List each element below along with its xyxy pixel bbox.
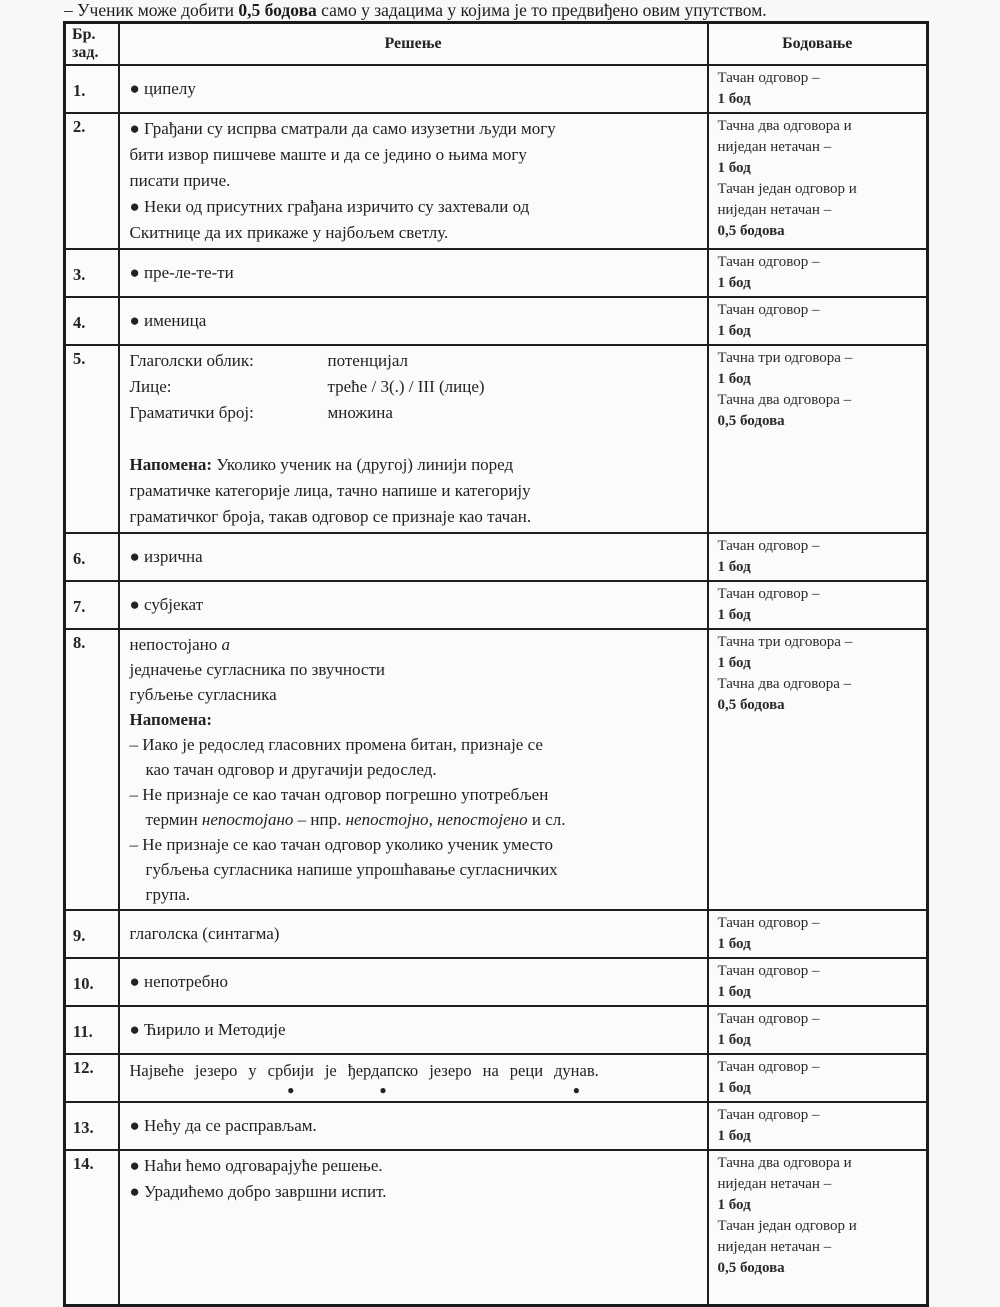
note-line: граматичке категорије лица, тачно напише и категорију bbox=[129, 481, 531, 500]
task-number: 1. bbox=[65, 65, 119, 113]
field-label: Глаголски облик: bbox=[129, 351, 254, 370]
grammar-field bbox=[130, 348, 697, 374]
scoring-cell bbox=[708, 629, 928, 910]
solution-line: ● Неки од присутних грађана изричито су захтевали од bbox=[129, 197, 530, 216]
correction-dot bbox=[130, 1083, 184, 1099]
table-row-3 bbox=[65, 249, 928, 297]
solution-line: Скитнице да их прикаже у најбољем светлу. bbox=[129, 223, 449, 242]
correction-dot: ● bbox=[379, 1083, 387, 1097]
scoring-line: 1 бод bbox=[717, 984, 751, 1000]
text-segment-italic: а bbox=[221, 635, 231, 654]
scoring-line: 1 бод bbox=[717, 559, 751, 575]
header-task-number bbox=[65, 23, 119, 66]
scoring-cell bbox=[708, 533, 928, 581]
scoring-cell bbox=[708, 297, 928, 345]
sentence-word bbox=[483, 1059, 499, 1099]
correction-dot bbox=[248, 1083, 256, 1099]
dash-item-line bbox=[130, 807, 697, 832]
scoring-line: 1 бод bbox=[717, 323, 751, 339]
scoring-line: 1 бод bbox=[717, 936, 751, 952]
task-number: 14. bbox=[65, 1150, 119, 1305]
scoring-line: 1 бод bbox=[717, 371, 751, 387]
scoring-line: Тачан одговор – bbox=[717, 586, 820, 602]
scoring-line: ниједан нетачан – bbox=[717, 139, 832, 155]
scoring-line: 0,5 бодова bbox=[717, 1260, 785, 1276]
sentence-word bbox=[429, 1059, 471, 1099]
text-segment-italic: непостојано bbox=[201, 810, 294, 829]
scoring-line: Тачан један одговор и bbox=[717, 181, 857, 197]
field-value: потенцијал bbox=[327, 351, 409, 370]
table-row-7 bbox=[65, 581, 928, 629]
scoring-line: 1 бод bbox=[717, 607, 751, 623]
text-segment: , bbox=[428, 810, 438, 829]
task-number: 7. bbox=[65, 581, 119, 629]
solution-cell: ● Нећу да се расправљам. bbox=[119, 1102, 708, 1150]
dash-item-line: као тачан одговор и другачији редослед. bbox=[145, 760, 437, 779]
word-text: дунав. bbox=[554, 1061, 599, 1080]
scoring-line: Тачан одговор – bbox=[717, 1107, 820, 1123]
scoring-line: Тачна два одговора и bbox=[717, 1155, 852, 1171]
grammar-field bbox=[130, 400, 697, 426]
correction-dot: ● bbox=[287, 1083, 295, 1097]
solution-line: бити извор пишчеве маште и да се једино о њима могу bbox=[129, 145, 527, 164]
dash-item-line: група. bbox=[145, 885, 191, 904]
table-row-13 bbox=[65, 1102, 928, 1150]
scoring-line: 1 бод bbox=[717, 160, 751, 176]
solution-cell: глаголска (синтагма) bbox=[119, 910, 708, 958]
table-row-4 bbox=[65, 297, 928, 345]
solution-cell: ● субјекат bbox=[119, 581, 708, 629]
scoring-cell bbox=[708, 1150, 928, 1305]
text-segment-italic: непостојено bbox=[437, 810, 528, 829]
solution-cell: ● изрична bbox=[119, 533, 708, 581]
task-number: 10. bbox=[65, 958, 119, 1006]
scoring-line: ниједан нетачан – bbox=[717, 1239, 832, 1255]
solution-cell: ● Ћирило и Методије bbox=[119, 1006, 708, 1054]
scoring-line: ниједан нетачан – bbox=[717, 202, 832, 218]
sentence-word bbox=[325, 1059, 337, 1099]
text-segment: – нпр. bbox=[293, 810, 346, 829]
field-value: треће / 3(.) / III (лице) bbox=[327, 377, 485, 396]
solution-line bbox=[130, 632, 697, 657]
solution-cell: ● именица bbox=[119, 297, 708, 345]
scoring-line: 0,5 бодова bbox=[717, 413, 785, 429]
field-label: Граматички број: bbox=[129, 403, 254, 422]
sentence-with-marks bbox=[130, 1057, 697, 1099]
dash-item-line: – Не признаје се као тачан одговор уколико ученик уместо bbox=[129, 835, 554, 854]
table-row-6 bbox=[65, 533, 928, 581]
task-number: 5. bbox=[65, 345, 119, 533]
correction-dot bbox=[195, 1083, 237, 1099]
sentence-word bbox=[130, 1059, 184, 1099]
solution-cell bbox=[119, 113, 708, 249]
scoring-line: Тачна три одговора – bbox=[717, 350, 853, 366]
solution-cell: ● непотребно bbox=[119, 958, 708, 1006]
instruction-text: – Ученик може добити bbox=[64, 0, 239, 20]
scoring-line: Тачан одговор – bbox=[717, 1011, 820, 1027]
dash-item-line: – Не признаје се као тачан одговор погрешно употребљен bbox=[129, 785, 549, 804]
solution-cell: ● пре-ле-те-ти bbox=[119, 249, 708, 297]
sentence-word bbox=[510, 1059, 543, 1099]
correction-dot bbox=[429, 1083, 471, 1099]
task-number: 2. bbox=[65, 113, 119, 249]
scoring-line: Тачан одговор – bbox=[717, 302, 820, 318]
scoring-line: Тачна два одговора – bbox=[717, 392, 852, 408]
scoring-line: 1 бод bbox=[717, 1032, 751, 1048]
word-text: у bbox=[248, 1061, 257, 1080]
word-text: језеро bbox=[194, 1061, 238, 1080]
table-row-12 bbox=[65, 1054, 928, 1102]
word-text: ђердапско bbox=[347, 1061, 419, 1080]
task-number: 13. bbox=[65, 1102, 119, 1150]
scoring-line: 0,5 бодова bbox=[717, 223, 785, 239]
note-line: граматичког броја, такав одговор се признаје као тачан. bbox=[129, 507, 532, 526]
sentence-word bbox=[268, 1059, 314, 1099]
solution-cell: ● ципелу bbox=[119, 65, 708, 113]
task-number: 11. bbox=[65, 1006, 119, 1054]
scoring-line: 1 бод bbox=[717, 1197, 751, 1213]
scoring-line: Тачан одговор – bbox=[717, 963, 820, 979]
solution-line: писати приче. bbox=[129, 171, 231, 190]
note-label: Напомена: bbox=[129, 455, 213, 474]
table-row-1 bbox=[65, 65, 928, 113]
scoring-cell bbox=[708, 581, 928, 629]
scoring-line: Тачан одговор – bbox=[717, 538, 820, 554]
solution-line: ● Урадићемо добро завршни испит. bbox=[129, 1182, 387, 1201]
scoring-cell bbox=[708, 1102, 928, 1150]
text-segment: непостојано bbox=[129, 635, 222, 654]
scoring-line: 1 бод bbox=[717, 655, 751, 671]
text-segment: и сл. bbox=[527, 810, 566, 829]
correction-dot bbox=[325, 1083, 337, 1099]
table-row-8 bbox=[65, 629, 928, 910]
instruction-line bbox=[64, 0, 767, 20]
dash-item-line: губљења сугласника напише упрошћавање сугласничких bbox=[145, 860, 558, 879]
sentence-word bbox=[348, 1059, 418, 1099]
word-text: језеро bbox=[429, 1061, 472, 1080]
text-segment-italic: непостојно bbox=[345, 810, 429, 829]
scoring-line: Тачан одговор – bbox=[717, 1059, 820, 1075]
word-text: србији bbox=[267, 1061, 314, 1080]
scoring-line: Тачан одговор – bbox=[717, 915, 820, 931]
table-row-2 bbox=[65, 113, 928, 249]
task-number: 12. bbox=[65, 1054, 119, 1102]
task-number: 8. bbox=[65, 629, 119, 910]
solution-line: губљење сугласника bbox=[129, 685, 277, 704]
scoring-line: ниједан нетачан – bbox=[717, 1176, 832, 1192]
note-line bbox=[130, 452, 697, 478]
correction-dot bbox=[510, 1083, 543, 1099]
solution-cell bbox=[119, 345, 708, 533]
correction-dot bbox=[483, 1083, 499, 1099]
word-text: Највеће bbox=[129, 1061, 184, 1080]
scoring-line: Тачан један одговор и bbox=[717, 1218, 857, 1234]
scoring-cell bbox=[708, 910, 928, 958]
scoring-cell bbox=[708, 1006, 928, 1054]
scoring-cell bbox=[708, 1054, 928, 1102]
header-solution: Решење bbox=[119, 23, 708, 66]
scoring-line: Тачан одговор – bbox=[717, 254, 820, 270]
solution-line: једначење сугласника по звучности bbox=[129, 660, 385, 679]
task-number: 6. bbox=[65, 533, 119, 581]
task-number: 3. bbox=[65, 249, 119, 297]
solution-cell bbox=[119, 1150, 708, 1305]
note-text: Уколико ученик на (другој) линији поред bbox=[212, 455, 514, 474]
header-scoring: Бодовање bbox=[708, 23, 928, 66]
scoring-line: Тачна два одговора и bbox=[717, 118, 852, 134]
scoring-cell bbox=[708, 65, 928, 113]
scoring-line: Тачан одговор – bbox=[717, 70, 820, 86]
table-row-9 bbox=[65, 910, 928, 958]
solution-line: ● Наћи ћемо одговарајуће решење. bbox=[129, 1156, 383, 1175]
header-task-number-line2: зад. bbox=[72, 44, 99, 61]
scoring-line: 1 бод bbox=[717, 1080, 751, 1096]
scoring-cell bbox=[708, 249, 928, 297]
sentence-word bbox=[554, 1059, 599, 1099]
solution-line: ● Грађани су испрва сматрали да само изузетни људи могу bbox=[129, 119, 556, 138]
text-segment: термин bbox=[145, 810, 202, 829]
sentence-word bbox=[248, 1059, 256, 1099]
solution-cell bbox=[119, 1054, 708, 1102]
instruction-text: само у задацима у којима је то предвиђено овим упутством. bbox=[316, 0, 767, 20]
table-row-5 bbox=[65, 345, 928, 533]
scoring-cell bbox=[708, 345, 928, 533]
table-row-10 bbox=[65, 958, 928, 1006]
scoring-line: 1 бод bbox=[717, 1128, 751, 1144]
header-task-number-line1: Бр. bbox=[72, 26, 96, 43]
instruction-bold-points: 0,5 бодова bbox=[238, 0, 317, 20]
scoring-line: 0,5 бодова bbox=[717, 697, 785, 713]
solution-cell bbox=[119, 629, 708, 910]
scoring-line: 1 бод bbox=[717, 91, 751, 107]
word-text: реци bbox=[509, 1061, 544, 1080]
scoring-cell bbox=[708, 958, 928, 1006]
scoring-line: Тачна два одговора – bbox=[717, 676, 852, 692]
table-row-14 bbox=[65, 1150, 928, 1305]
scoring-cell bbox=[708, 113, 928, 249]
note-label: Напомена: bbox=[129, 710, 213, 729]
dash-item-line: – Иако је редослед гласовних промена битан, признаје се bbox=[129, 735, 543, 754]
field-value: множина bbox=[327, 403, 393, 422]
task-number: 9. bbox=[65, 910, 119, 958]
scoring-line: Тачна три одговора – bbox=[717, 634, 853, 650]
scoring-line: 1 бод bbox=[717, 275, 751, 291]
answer-key-table bbox=[63, 21, 929, 1307]
task-number: 4. bbox=[65, 297, 119, 345]
grammar-field bbox=[130, 374, 697, 400]
table-row-11 bbox=[65, 1006, 928, 1054]
blank-line bbox=[130, 426, 697, 452]
sentence-word bbox=[195, 1059, 237, 1099]
correction-dot: ● bbox=[572, 1083, 581, 1097]
word-text: је bbox=[324, 1061, 337, 1080]
header-row bbox=[65, 23, 928, 66]
field-label: Лице: bbox=[129, 377, 172, 396]
word-text: на bbox=[482, 1061, 499, 1080]
